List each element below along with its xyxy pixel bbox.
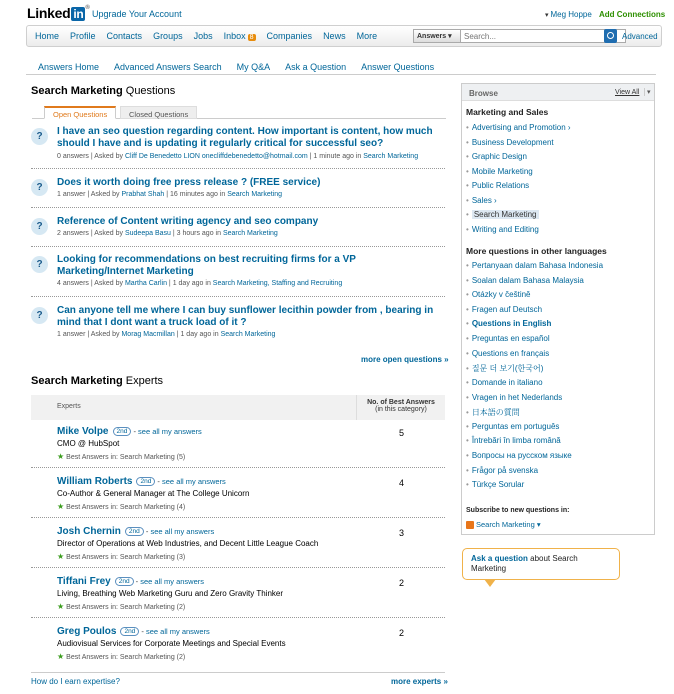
upgrade-account-link[interactable]: Upgrade Your Account — [92, 9, 182, 19]
question-meta: 1 answer | Asked by Morag Macmillan | 1 day ago in Search Marketing — [57, 331, 276, 338]
asker-link[interactable]: Martha Carlin — [124, 280, 167, 287]
nav-more[interactable]: More — [356, 31, 378, 41]
question-item — [31, 177, 445, 201]
degree-badge: 2nd — [125, 527, 144, 536]
sidebar-item-language[interactable]: • Preguntas en español — [466, 334, 550, 343]
best-answer-count: 3 — [399, 528, 405, 538]
expert-row: William Roberts 2nd - see all my answers Co-Author & General Manager at The College Unicorn ★ Best Answers in: Search Marketing (4) 4 — [57, 476, 405, 511]
advanced-search-link[interactable]: Advanced — [622, 32, 658, 41]
star-icon: ★ — [57, 602, 65, 611]
expert-name-link[interactable]: Greg Poulos — [57, 626, 117, 637]
question-item — [31, 126, 445, 160]
main-nav — [26, 25, 662, 47]
subnav-answers-home[interactable]: Answers Home — [38, 62, 100, 72]
asker-link[interactable]: Morag Macmillan — [121, 331, 175, 338]
question-item — [31, 216, 445, 240]
sidebar-item-language[interactable]: • Pertanyaan dalam Bahasa Indonesia — [466, 261, 604, 270]
nav-jobs[interactable]: Jobs — [193, 31, 213, 41]
linkedin-logo[interactable]: Linked in ® — [27, 5, 90, 21]
divider — [31, 672, 445, 673]
view-all-link[interactable]: View All — [615, 89, 640, 96]
question-meta: 2 answers | Asked by Sudeepa Basu | 3 hours ago in Search Marketing — [57, 230, 278, 237]
asker-link[interactable]: Prabhat Shah — [121, 191, 165, 198]
rss-icon — [466, 521, 474, 529]
question-title[interactable]: Reference of Content writing agency and seo company — [57, 216, 319, 227]
expert-row: Mike Volpe 2nd - see all my answers CMO @ HubSpot ★ Best Answers in: Search Marketing (5) 5 — [57, 426, 405, 461]
nav-inbox[interactable]: Inbox 8 — [223, 31, 254, 41]
divider — [31, 467, 445, 468]
expert-row: Josh Chernin 2nd - see all my answers Director of Operations at Web Industries, and Decent Little League Coach ★ Best Answers in: Search Marketing (3) 3 — [57, 526, 405, 561]
question-tabs — [32, 106, 446, 119]
search-scope-select[interactable]: Answers ▾ — [413, 29, 461, 43]
sidebar-item-advertising[interactable]: • Advertising and Promotion › — [466, 123, 571, 132]
divider — [31, 617, 445, 618]
expert-row: Greg Poulos 2nd - see all my answers Audiovisual Services for Corporate Meetings and Special Events ★ Best Answers in: Search Marketing (2) 2 — [57, 626, 405, 661]
expert-headline: Director of Operations at Web Industries, and Decent Little League Coach — [57, 539, 319, 548]
category-link[interactable]: Search Marketing — [227, 191, 283, 198]
sidebar-item-search-marketing[interactable]: • Search Marketing — [466, 210, 537, 219]
star-icon: ★ — [57, 552, 65, 561]
nav-contacts[interactable]: Contacts — [106, 31, 143, 41]
nav-companies[interactable]: Companies — [266, 31, 313, 41]
degree-badge: 2nd — [120, 627, 139, 636]
question-icon: ? — [31, 218, 48, 235]
add-connections-link[interactable]: Add Connections — [599, 10, 666, 19]
sidebar-item-language[interactable]: • Otázky v češtině — [466, 290, 531, 299]
see-all-answers-link[interactable]: see all my answers — [145, 627, 210, 636]
question-item — [31, 305, 445, 339]
top-bar — [0, 0, 674, 22]
sidebar-item-public-relations[interactable]: • Public Relations — [466, 181, 530, 190]
divider — [31, 517, 445, 518]
question-title[interactable]: Can anyone tell me where I can buy sunflower lecithin powder from , bearing in mind that I dont want a truck load of it ? — [57, 305, 434, 328]
sidebar-item-sales[interactable]: • Sales › — [466, 196, 497, 205]
category-link[interactable]: Search Marketing — [363, 153, 419, 160]
question-icon: ? — [31, 128, 48, 145]
question-icon: ? — [31, 307, 48, 324]
sidebar-item-language[interactable]: • 日本語の質問 — [466, 408, 520, 417]
divider — [26, 74, 656, 75]
ask-question-link[interactable]: Ask a question — [471, 554, 528, 563]
expert-row: Tiffani Frey 2nd - see all my answers Living, Breathing Web Marketing Guru and Zero Gravity Thinker ★ Best Answers in: Search Marketing (2) 2 — [57, 576, 405, 611]
expert-name-link[interactable]: Josh Chernin — [57, 526, 121, 537]
category-link[interactable]: Search Marketing — [222, 230, 278, 237]
dropdown-arrow-icon[interactable]: ▾ — [644, 88, 651, 96]
sidebar-item-language[interactable]: • Questions in English — [466, 319, 552, 328]
dropdown-arrow-icon: ▾ — [545, 12, 551, 19]
question-title[interactable]: I have an seo question regarding content. How important is content, how much should I have and is updating it regularly critical for successful seo? — [57, 126, 433, 149]
sidebar-item-mobile-marketing[interactable]: • Mobile Marketing — [466, 167, 533, 176]
sidebar-item-language[interactable]: • Perguntas em português — [466, 422, 560, 431]
divider — [31, 567, 445, 568]
question-meta: 4 answers | Asked by Martha Carlin | 1 day ago in Search Marketing, Staffing and Recruiting — [57, 280, 343, 287]
search-input[interactable] — [460, 29, 626, 43]
subnav-my-qa[interactable]: My Q&A — [236, 62, 271, 72]
sidebar-item-business-development[interactable]: • Business Development — [466, 138, 554, 147]
experts-table-header — [31, 395, 445, 420]
sidebar-item-graphic-design[interactable]: • Graphic Design — [466, 152, 527, 161]
sidebar-item-language[interactable]: • Soalan dalam Bahasa Malaysia — [466, 276, 584, 285]
question-meta: 1 answer | Asked by Prabhat Shah | 16 minutes ago in Search Marketing — [57, 191, 283, 198]
sidebar-item-language[interactable]: • Vragen in het Nederlands — [466, 393, 563, 402]
see-all-answers-link[interactable]: see all my answers — [162, 477, 226, 486]
tab-open-questions[interactable]: Open Questions — [44, 106, 116, 119]
nav-profile[interactable]: Profile — [70, 31, 96, 41]
question-title[interactable]: Does it worth doing free press release ? (FREE service) — [57, 177, 321, 188]
expert-best-answers: ★ Best Answers in: Search Marketing (2) — [57, 602, 186, 611]
star-icon: ★ — [57, 502, 65, 511]
sidebar-item-language[interactable]: • Întrebări în limba română — [466, 436, 561, 445]
degree-badge: 2nd — [115, 577, 134, 586]
tab-closed-questions[interactable]: Closed Questions — [120, 106, 197, 119]
category-link[interactable]: Search Marketing, Staffing and Recruiting — [212, 280, 343, 287]
category-link[interactable]: Search Marketing — [220, 331, 276, 338]
browse-sidebar — [461, 83, 655, 535]
see-all-answers-link[interactable]: see all my answers — [150, 527, 215, 536]
best-answer-count: 2 — [399, 578, 405, 588]
degree-badge: 2nd — [136, 477, 155, 486]
divider — [31, 296, 445, 297]
expert-headline: Living, Breathing Web Marketing Guru and Zero Gravity Thinker — [57, 589, 284, 598]
expert-best-answers: ★ Best Answers in: Search Marketing (2) — [57, 652, 186, 661]
nav-home[interactable]: Home — [35, 31, 60, 41]
search-icon[interactable] — [604, 29, 617, 43]
expert-best-answers: ★ Best Answers in: Search Marketing (5) — [57, 452, 186, 461]
col-best-answers: No. of Best Answers (in this category) — [356, 395, 445, 420]
star-icon: ★ — [57, 452, 65, 461]
expert-best-answers: ★ Best Answers in: Search Marketing (3) — [57, 552, 186, 561]
user-menu[interactable]: ▾ Meg Hoppe — [545, 10, 592, 19]
question-item — [31, 254, 445, 288]
sidebar-item-writing-editing[interactable]: • Writing and Editing — [466, 225, 539, 234]
asker-link[interactable]: Sudeepa Basu — [124, 230, 171, 237]
expert-name-link[interactable]: Tiffani Frey — [57, 576, 111, 587]
logo-in-box: in — [73, 7, 84, 21]
speech-tail — [484, 579, 496, 587]
sidebar-item-language[interactable]: • Fragen auf Deutsch — [466, 305, 543, 314]
degree-badge: 2nd — [113, 427, 132, 436]
ask-question-box: Ask a question about Search Marketing — [462, 548, 620, 580]
expert-name-link[interactable]: William Roberts — [57, 476, 133, 487]
earn-expertise-link[interactable]: How do I earn expertise? — [31, 677, 120, 686]
question-title[interactable]: Looking for recommendations on best recruiting firms for a VP Marketing/Internet Marketing — [57, 254, 356, 277]
col-experts: Experts — [57, 403, 81, 410]
sidebar-item-language[interactable]: • Türkçe Sorular — [466, 480, 525, 489]
expert-name-link[interactable]: Mike Volpe — [57, 426, 109, 437]
expert-headline: CMO @ HubSpot — [57, 439, 120, 448]
subnav-ask-question[interactable]: Ask a Question — [285, 62, 347, 72]
browse-title: Browse — [469, 89, 498, 98]
questions-title: Search Marketing Questions — [31, 85, 176, 97]
question-icon: ? — [31, 179, 48, 196]
question-icon: ? — [31, 256, 48, 273]
sidebar-item-language[interactable]: • Frågor på svenska — [466, 466, 539, 475]
divider — [31, 168, 445, 169]
answers-subnav — [38, 62, 449, 72]
expert-headline: Co-Author & General Manager at The College Unicorn — [57, 489, 250, 498]
subscribe-label: Subscribe to new questions in: — [466, 507, 570, 514]
more-open-questions-link[interactable]: more open questions » — [361, 355, 449, 364]
sidebar-header — [462, 84, 654, 101]
experts-title: Search Marketing Experts — [31, 375, 164, 387]
see-all-answers-link[interactable]: see all my answers — [140, 577, 205, 586]
sidebar-item-language[interactable]: • Вопросы на русском языке — [466, 451, 572, 460]
divider — [31, 246, 445, 247]
subnav-answer-questions[interactable]: Answer Questions — [361, 62, 435, 72]
star-icon: ★ — [57, 652, 65, 661]
expert-best-answers: ★ Best Answers in: Search Marketing (4) — [57, 502, 186, 511]
asker-link[interactable]: Cliff De Benedetto LION onecliffdebenedetto@hotmail.com — [124, 153, 308, 160]
inbox-count-badge: 8 — [249, 34, 254, 41]
divider — [31, 207, 445, 208]
expert-headline: Audiovisual Services for Corporate Meetings and Special Events — [57, 639, 286, 648]
question-meta: 0 answers | Asked by Cliff De Benedetto LION onecliffdebenedetto@hotmail.com | 1 minute ago in Search Marketing — [57, 153, 419, 160]
see-all-answers-link[interactable]: see all my answers — [138, 427, 202, 436]
best-answer-count: 5 — [399, 428, 405, 438]
category-title: Marketing and Sales — [466, 107, 549, 117]
nav-news[interactable]: News — [323, 31, 346, 41]
sidebar-item-language[interactable]: • Domande in italiano — [466, 378, 543, 387]
best-answer-count: 4 — [399, 478, 405, 488]
best-answer-count: 2 — [399, 628, 405, 638]
nav-groups[interactable]: Groups — [153, 31, 183, 41]
sidebar-item-language[interactable]: • 질문 더 보기(한국어) — [466, 364, 544, 373]
sidebar-item-language[interactable]: • Questions en français — [466, 349, 550, 358]
languages-title: More questions in other languages — [466, 246, 607, 256]
rss-subscribe-link[interactable]: Search Marketing ▾ — [466, 520, 541, 529]
subnav-advanced-search[interactable]: Advanced Answers Search — [114, 62, 222, 72]
more-experts-link[interactable]: more experts » — [391, 677, 448, 686]
